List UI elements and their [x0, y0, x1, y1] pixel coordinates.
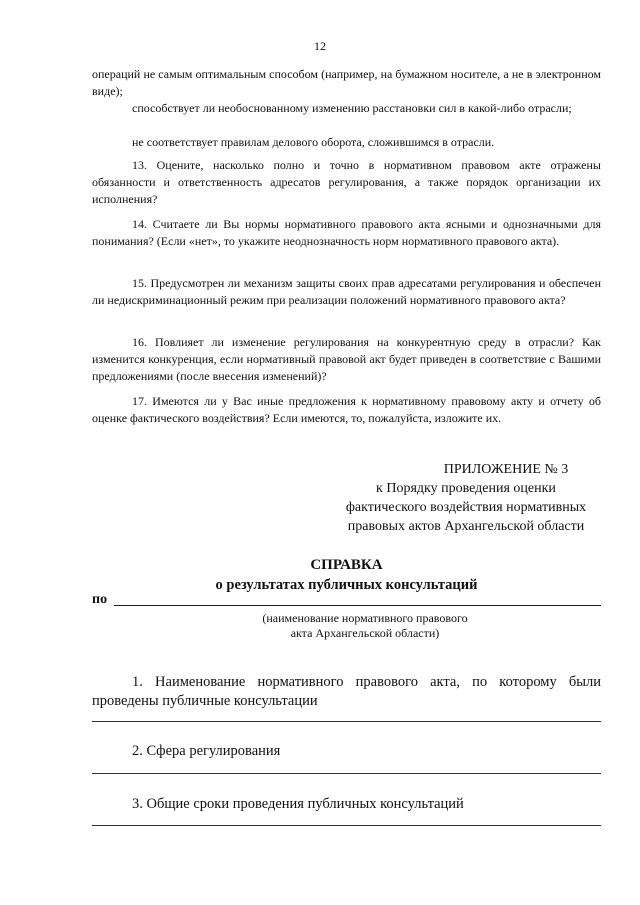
question-13: 13. Оцените, насколько полно и точно в нормативном правовом акте отражены обязанности и ответственность адресатов регулирования, а также порядок организации их исполнения?	[92, 158, 601, 206]
act-name-note	[210, 611, 520, 641]
paragraph-balance: способствует ли необоснованному изменению расстановки сил в какой-либо отрасли;	[132, 101, 572, 115]
annex-line-2: фактического воздействия нормативных	[345, 500, 587, 515]
question-16: 16. Повлияет ли изменение регулирования на конкурентную среду в отрасли? Как изменится конкуренция, если нормативный правовой акт будет приведен в соответствие с Вашими предложениями (после внесения изменений)?	[92, 335, 601, 383]
item-2: 2. Сфера регулирования	[132, 743, 281, 759]
annex-title: ПРИЛОЖЕНИЕ № 3	[443, 462, 569, 477]
form-title: СПРАВКА	[310, 557, 383, 573]
item-3-answer-line[interactable]	[92, 825, 601, 826]
note-line-2: акта Архангельской области)	[290, 626, 440, 640]
item-3: 3. Общие сроки проведения публичных консультаций	[132, 796, 464, 812]
annex-line-1: к Порядку проведения оценки	[376, 481, 556, 496]
po-label: по	[92, 592, 108, 607]
annex-line-3: правовых актов Архангельской области	[347, 519, 585, 534]
paragraph-operations: операций не самым оптимальным способом (например, на бумажном носителе, а не в электронном виде);	[92, 67, 601, 98]
note-line-1: (наименование нормативного правового	[262, 611, 468, 625]
question-14: 14. Считаете ли Вы нормы нормативного правового акта ясными и однозначными для понимания? (Если «нет», то укажите неоднозначность норм нормативного правового акта).	[92, 217, 601, 248]
paragraph-business-rules: не соответствует правилам делового оборота, сложившимся в отрасли.	[132, 135, 495, 149]
question-15: 15. Предусмотрен ли механизм защиты своих прав адресатами регулирования и обеспечен ли недискриминационный режим при реализации положений нормативного правового акта?	[92, 276, 601, 307]
annex-block	[330, 460, 602, 536]
page-number: 12	[314, 39, 326, 53]
item-2-answer-line[interactable]	[92, 773, 601, 774]
form-subtitle: о результатах публичных консультаций	[215, 577, 478, 593]
act-name-line	[114, 605, 601, 606]
item-1-answer-line[interactable]	[92, 721, 601, 722]
item-1: 1. Наименование нормативного правового акта, по которому были проведены публичные консультации	[92, 674, 601, 709]
question-17: 17. Имеются ли у Вас иные предложения к нормативному правовому акту и отчету об оценке фактического воздействия? Если имеются, то, пожалуйста, изложите их.	[92, 394, 601, 425]
